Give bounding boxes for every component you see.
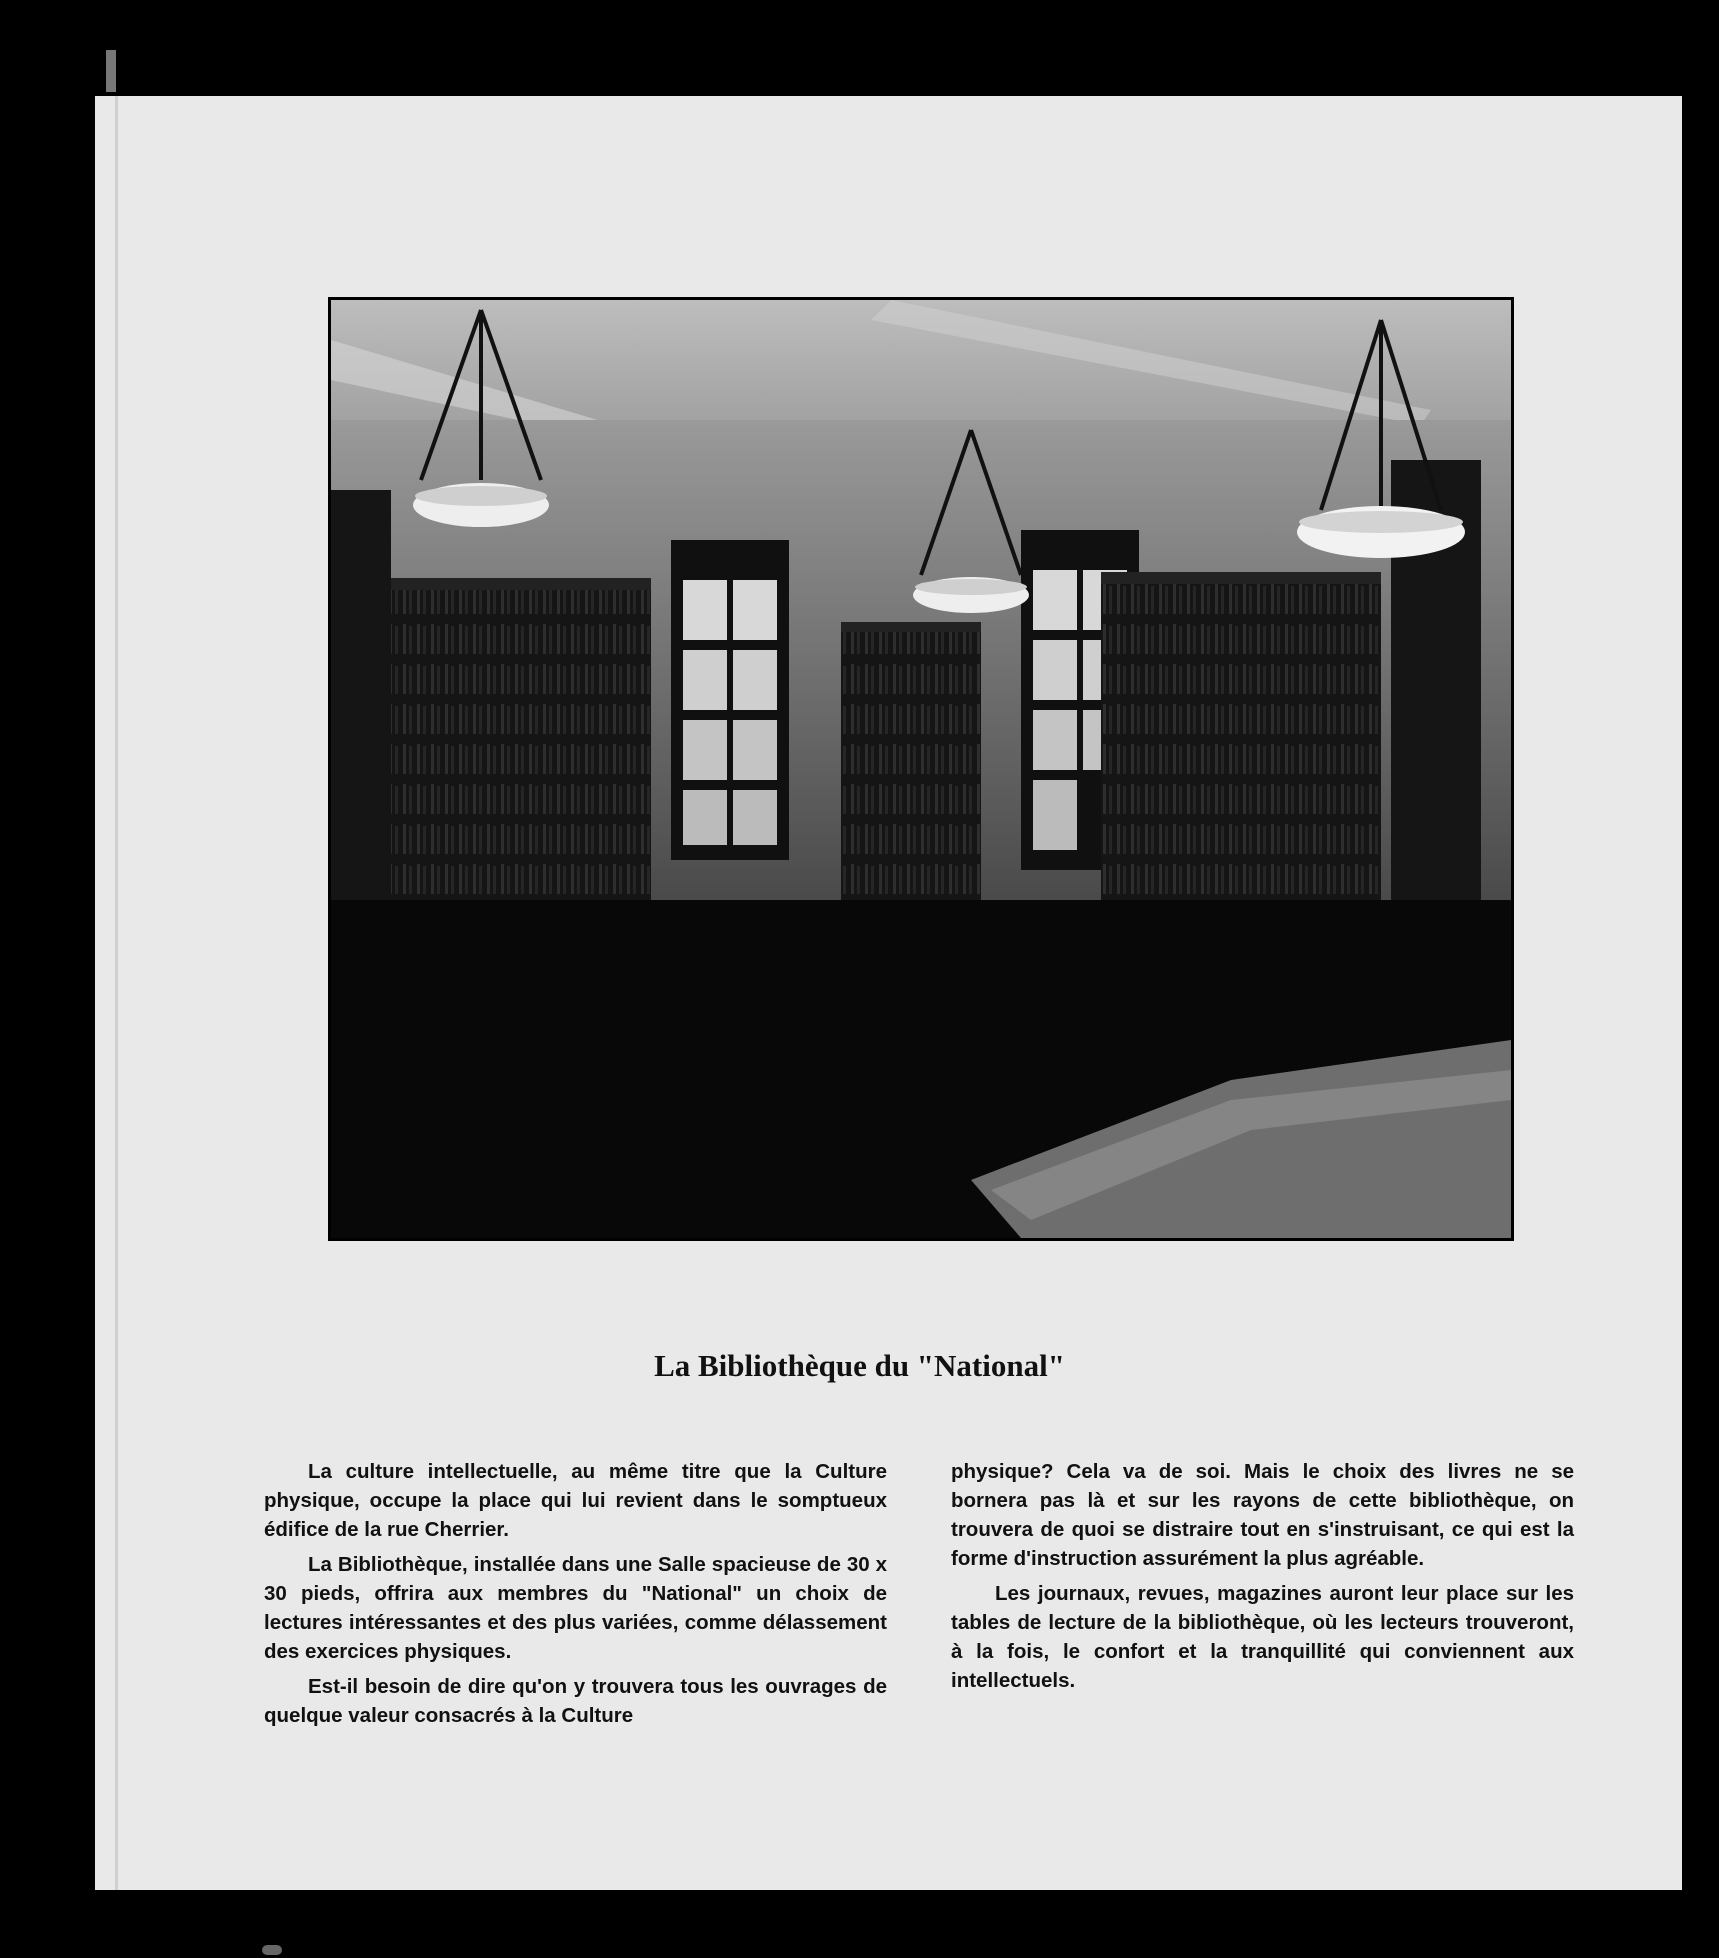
binding-mark (106, 50, 116, 92)
right-column (951, 1457, 1574, 1701)
paragraph: Est-il besoin de dire qu'on y trouvera tous les ouvrages de quelque valeur consacrés à la Culture (264, 1675, 887, 1727)
library-photo-illustration (331, 300, 1511, 1238)
page-title: La Bibliothèque du "National" (654, 1348, 1065, 1383)
scan-smudge (262, 1945, 282, 1955)
paragraph: Les journaux, revues, magazines auront leur place sur les tables de lecture de la bibliothèque, où les lecteurs trouveront, à la fois, le confort et la tranquillité qui conviennent aux intellectuels. (951, 1582, 1574, 1692)
paragraph: La culture intellectuelle, au même titre que la Culture physique, occupe la place qui lui revient dans le somptueux édifice de la rue Cherrier. (264, 1460, 887, 1541)
page-gutter (115, 96, 118, 1890)
paragraph: physique? Cela va de soi. Mais le choix des livres ne se bornera pas là et sur les rayons de cette bibliothèque, on trouvera de quoi se distraire tout en s'instruisant, ce qui est la forme d'instruction assurément la plus agréable. (951, 1460, 1574, 1570)
library-photograph (328, 297, 1514, 1241)
paragraph: La Bibliothèque, installée dans une Salle spacieuse de 30 x 30 pieds, offrira aux membres du "National" un choix de lectures intéressantes et des plus variées, comme délassement des exercices physiques. (264, 1553, 887, 1663)
left-column (264, 1457, 887, 1736)
